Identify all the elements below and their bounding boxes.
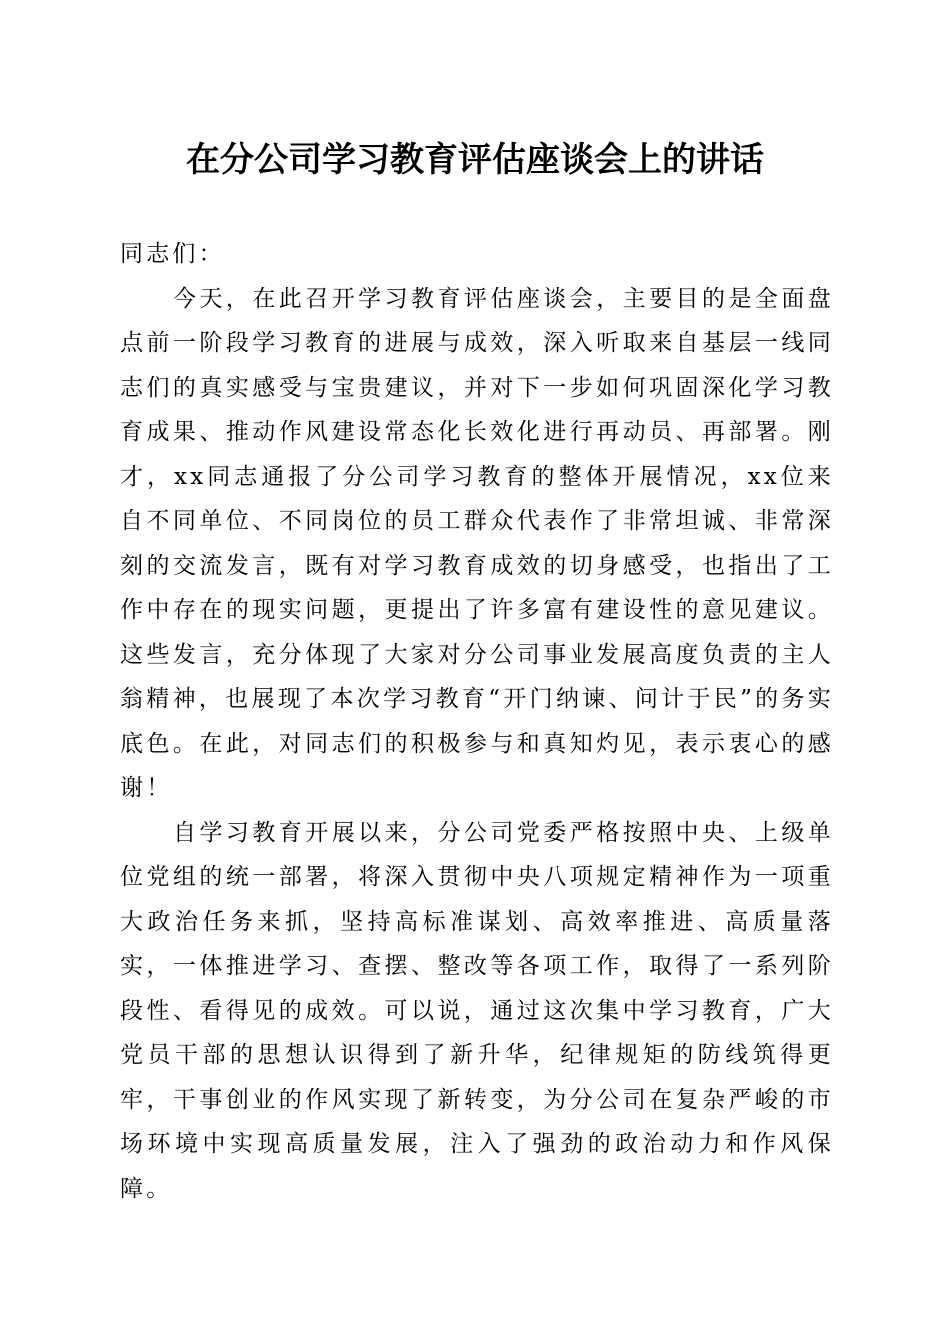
document-body — [120, 232, 834, 1211]
paragraph-achievements: 自学习教育开展以来，分公司党委严格按照中央、上级单位党组的统一部署，将深入贯彻中央八项规定精神作为一项重大政治任务来抓，坚持高标准谋划、高效率推进、高质量落实，一体推进学习、查摆、整改等各项工作，取得了一系列阶段性、看得见的成效。可以说，通过这次集中学习教育，广大党员干部的思想认识得到了新升华，纪律规矩的防线筑得更牢，干事创业的作风实现了新转变，为分公司在复杂严峻的市场环境中实现高质量发展，注入了强劲的政治动力和作风保障。 — [120, 819, 834, 1202]
document-title: 在分公司学习教育评估座谈会上的讲话 — [186, 140, 764, 180]
paragraph-opening: 今天，在此召开学习教育评估座谈会，主要目的是全面盘点前一阶段学习教育的进展与成效，深入听取来自基层一线同志们的真实感受与宝贵建议，并对下一步如何巩固深化学习教育成果、推动作风建设常态化长效化进行再动员、再部署。刚才，xx同志通报了分公司学习教育的整体开展情况，xx位来自不同单位、不同岗位的员工群众代表作了非常坦诚、非常深刻的交流发言，既有对学习教育成效的切身感受，也指出了工作中存在的现实问题，更提出了许多富有建设性的意见建议。这些发言，充分体现了大家对分公司事业发展高度负责的主人翁精神，也展现了本次学习教育“开门纳谏、问计于民”的务实底色。在此，对同志们的积极参与和真知灼见，表示衷心的感谢！ — [120, 285, 834, 801]
salutation: 同志们： — [120, 241, 225, 267]
